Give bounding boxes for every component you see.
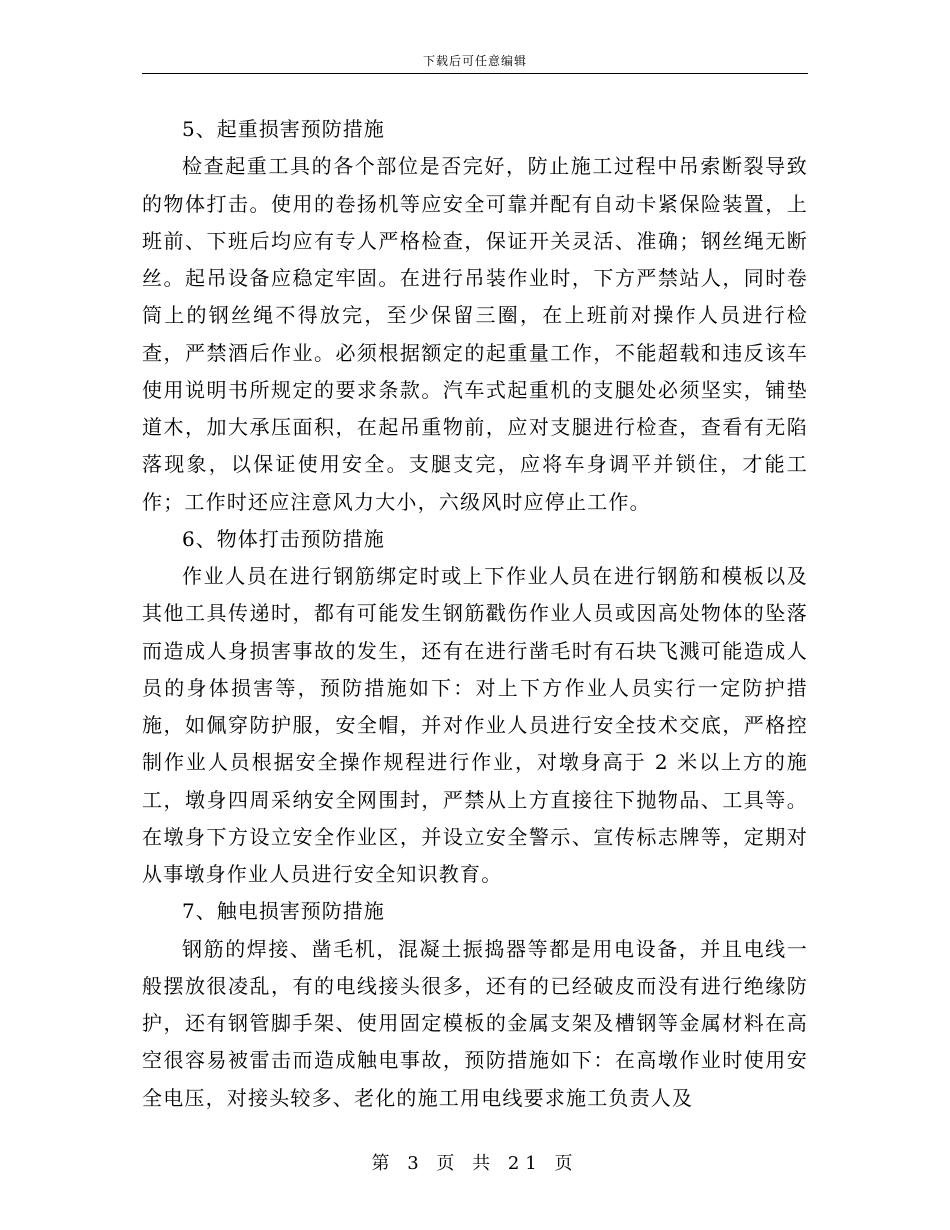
header-divider — [142, 73, 808, 74]
section-heading-electric-shock: 7、触电损害预防措施 — [182, 899, 385, 924]
page-header: 下载后可任意编辑 — [422, 54, 527, 68]
page-number: 第 3 页 共 21 页 — [371, 1153, 579, 1174]
document-body — [142, 111, 808, 1117]
section-heading-lifting: 5、起重损害预防措施 — [182, 117, 385, 141]
section-paragraph-lifting: 检查起重工具的各个部位是否完好，防止施工过程中吊索断裂导致的物体打击。使用的卷扬机等应安全可靠并配有自动卡紧保险装置，上班前、下班后均应有专人严格检查，保证开关灵活、准确；钢丝绳无断丝。起吊设备应稳定牢固。在进行吊装作业时，下方严禁站人，同时卷筒上的钢丝绳不得放完，至少保留三圈，在上班前对操作人员进行检查，严禁酒后作业。必须根据额定的起重量工作，不能超载和违反该车使用说明书所规定的要求条款。汽车式起重机的支腿处必须坚实，铺垫道木，加大承压面积，在起吊重物前，应对支腿进行检查，查看有无陷落现象，以保证使用安全。支腿支完，应将车身调平并锁住，才能工作；工作时还应注意风力大小，六级风时应停止工作。 — [142, 154, 808, 514]
section-paragraph-electric-shock: 钢筋的焊接、凿毛机，混凝土振捣器等都是用电设备，并且电线一般摆放很凌乱，有的电线接头很多，还有的已经破皮而没有进行绝缘防护，还有钢管脚手架、使用固定模板的金属支架及槽钢等金属材料在高空很容易被雷击而造成触电事故，预防措施如下：在高墩作业时使用安全电压，对接头较多、老化的施工用电线要求施工负责人及 — [142, 936, 808, 1110]
section-heading-object-strike: 6、物体打击预防措施 — [182, 526, 385, 551]
section-paragraph-object-strike: 作业人员在进行钢筋绑定时或上下作业人员在进行钢筋和模板以及其他工具传递时，都有可能发生钢筋戳伤作业人员或因高处物体的坠落而造成人身损害事故的发生，还有在进行凿毛时有石块飞溅可能造成人员的身体损害等，预防措施如下：对上下方作业人员实行一定防护措施，如佩穿防护服，安全帽，并对作业人员进行安全技术交底，严格控制作业人员根据安全操作规程进行作业，对墩身高于 2 米以上方的施工，墩身四周采纳安全网围封，严禁从上方直接往下抛物品、工具等。在墩身下方设立安全作业区，并设立安全警示、宣传标志牌等，定期对从事墩身作业人员进行安全知识教育。 — [142, 564, 808, 886]
